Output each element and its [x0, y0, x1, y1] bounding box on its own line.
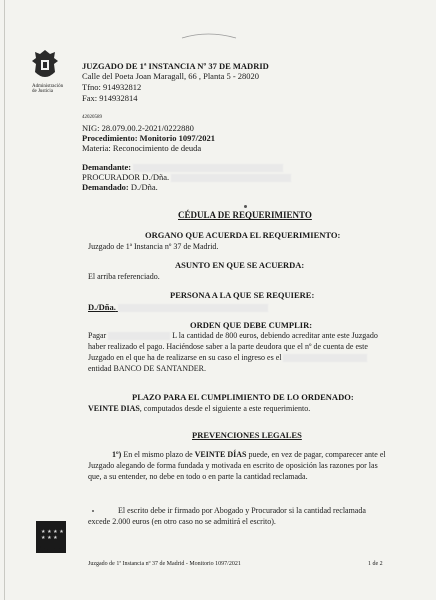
procurador-label: PROCURADOR D./Dña. [82, 172, 170, 182]
organo-text: Juzgado de 1ª Instancia nº 37 de Madrid. [88, 242, 219, 251]
prev1-end: puede, en vez de pagar, comparecer ante el [248, 450, 386, 459]
ref-code: 42020589 [82, 115, 102, 120]
scan-edge [4, 0, 5, 600]
plazo-heading: PLAZO PARA EL CUMPLIMIENTO DE LO ORDENADO: [132, 392, 354, 402]
organo-heading: ORGANO QUE ACUERDA EL REQUERIMIENTO: [145, 230, 341, 240]
footer-left: Juzgado de 1ª Instancia nº 37 de Madrid - Monitorio 1097/2021 [88, 561, 241, 567]
court-address: Calle del Poeta Joan Maragall, 66 , Planta 5 - 28020 [82, 71, 260, 81]
prevenciones-heading: PREVENCIONES LEGALES [192, 430, 302, 440]
plazo-bold: VEINTE DIAS [88, 404, 140, 413]
nig: NIG: 28.079.00.2-2021/0222880 [82, 123, 194, 133]
coat-of-arms-icon [28, 48, 62, 84]
orden-line3 [88, 353, 367, 362]
prev1-line1 [112, 450, 386, 459]
orden-line1-end: L la cantidad de 800 euros, debiendo acreditar ante este Juzgado [172, 331, 378, 340]
prev1-number: 1º) [112, 450, 122, 459]
demandado-value: D./Dña. [130, 182, 158, 192]
orden-line1-start: Pagar [88, 331, 107, 340]
madrid-label: Madrid [36, 545, 63, 554]
plazo-text [88, 404, 310, 413]
prev1-line2: Juzgado alegando de forma fundada y motivada en escrito de oposición las razones por las [88, 461, 378, 470]
procurador-row [82, 172, 291, 182]
court-name: JUZGADO DE 1ª INSTANCIA Nº 37 DE MADRID [82, 61, 269, 71]
court-fax: Fax: 914932814 [82, 93, 138, 103]
prev2-line1: El escrito debe ir firmado por Abogado y Procurador si la cantidad reclamada [118, 506, 366, 515]
seal-caption: Administración de Justicia [32, 84, 64, 94]
redaction [171, 174, 291, 182]
asunto-text: El arriba referenciado. [88, 272, 160, 281]
persona-heading: PERSONA A LA QUE SE REQUIERE: [170, 290, 315, 300]
prev1-bold: VEINTE DÍAS [194, 450, 247, 459]
redaction [283, 354, 367, 362]
demandante-row [82, 162, 283, 172]
prev1-line3: que, a su entender, no debe en todo o en parte la cantidad reclamada. [88, 472, 308, 481]
prev2-line2: excede 2.000 euros (en otro caso no se admitirá el escrito). [88, 517, 276, 526]
redaction [108, 332, 170, 340]
procedure: Procedimiento: Monitorio 1097/2021 [82, 133, 215, 143]
scan-mark [244, 205, 247, 208]
document-title: CÉDULA DE REQUERIMIENTO [178, 210, 312, 220]
stars-icon: ★ ★ ★ ★ ★ ★ ★ [41, 529, 64, 541]
demandado-row [82, 182, 158, 192]
demandante-label: Demandante: [82, 162, 132, 172]
orden-line1 [88, 331, 378, 340]
footer-page-number: 1 de 2 [368, 561, 383, 567]
persona-row [88, 302, 268, 312]
scan-artifact [180, 28, 240, 42]
redaction [133, 164, 283, 172]
orden-line2: haber realizado el pago. Haciéndose saber a la parte deudora que el nº de cuenta de este [88, 342, 368, 351]
orden-heading: ORDEN QUE DEBE CUMPLIR: [190, 320, 313, 330]
plazo-rest: , computados desde el siguiente a este requerimiento. [139, 404, 311, 413]
prev1-start: En el mismo plazo de [123, 450, 193, 459]
persona-text: D./Dña. [88, 302, 116, 312]
demandado-label: Demandado: [82, 182, 129, 192]
orden-line4: entidad BANCO DE SANTANDER. [88, 364, 207, 373]
matter: Materia: Reconocimiento de deuda [82, 143, 202, 153]
asunto-heading: ASUNTO EN QUE SE ACUERDA: [175, 260, 305, 270]
redaction [118, 304, 268, 312]
court-phone: Tfno: 914932812 [82, 82, 142, 92]
scan-mark [92, 510, 94, 512]
orden-line3-text: Juzgado en el que ha de realizarse en su caso el ingreso es el [88, 353, 282, 362]
